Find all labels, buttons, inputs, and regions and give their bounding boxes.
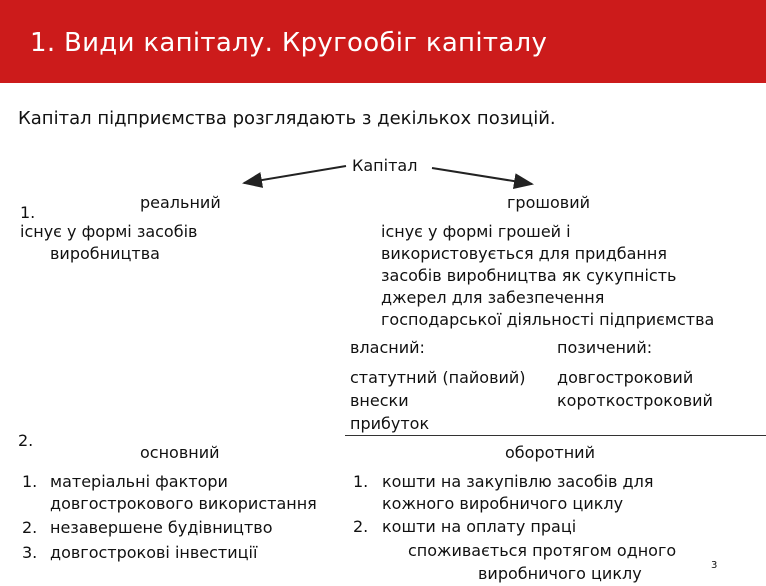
borrowed-item-2: короткостроковий bbox=[557, 391, 713, 410]
money-desc-line4: джерел для забезпечення bbox=[381, 288, 605, 307]
working-note-line1: споживається протягом одного bbox=[408, 541, 677, 560]
fixed-item-3-num: 3. bbox=[22, 543, 38, 562]
borrowed-capital-label: позичений: bbox=[557, 338, 653, 357]
borrowed-item-1: довгостроковий bbox=[557, 368, 694, 387]
intro-text: Капітал підприємства розглядають з декількох позицій. bbox=[18, 108, 556, 129]
page-number: 3 bbox=[711, 560, 718, 571]
fixed-item-2-line1: незавершене будівництво bbox=[50, 518, 273, 537]
money-desc-line1: існує у формі грошей і bbox=[381, 222, 571, 241]
own-item-2: внески bbox=[350, 391, 409, 410]
arrow-to-money bbox=[432, 168, 532, 184]
working-item-2-line1: кошти на оплату праці bbox=[382, 517, 577, 536]
working-note-line2: виробничого циклу bbox=[478, 564, 642, 583]
slide-title: 1. Види капіталу. Кругообіг капіталу bbox=[30, 28, 548, 58]
real-capital-desc-line2: виробництва bbox=[50, 244, 160, 263]
working-item-1-num: 1. bbox=[353, 472, 369, 491]
real-capital-title: реальний bbox=[140, 193, 221, 212]
fixed-item-1-num: 1. bbox=[22, 472, 38, 491]
own-item-3: прибуток bbox=[350, 414, 430, 433]
money-desc-line5: господарської діяльності підприємства bbox=[381, 310, 715, 329]
money-desc-line3: засобів виробництва як сукупність bbox=[381, 266, 677, 285]
section-divider bbox=[345, 435, 766, 436]
own-item-1: статутний (пайовий) bbox=[350, 368, 526, 387]
working-item-1-line1: кошти на закупівлю засобів для bbox=[382, 472, 654, 491]
fixed-item-3-line1: довгострокові інвестиції bbox=[50, 543, 258, 562]
fixed-item-1-line2: довгострокового використання bbox=[50, 494, 317, 513]
root-label: Капітал bbox=[352, 156, 418, 175]
own-capital-label: власний: bbox=[350, 338, 425, 357]
real-capital-desc-line1: існує у формі засобів bbox=[20, 222, 198, 241]
working-item-2-num: 2. bbox=[353, 517, 369, 536]
section2-number: 2. bbox=[18, 431, 34, 450]
arrow-to-real bbox=[244, 166, 346, 183]
working-item-1-line2: кожного виробничого циклу bbox=[382, 494, 624, 513]
fixed-capital-title: основний bbox=[140, 443, 220, 462]
section1-number: 1. bbox=[20, 203, 36, 222]
working-capital-title: оборотний bbox=[505, 443, 595, 462]
fixed-item-2-num: 2. bbox=[22, 518, 38, 537]
money-desc-line2: використовується для придбання bbox=[381, 244, 667, 263]
money-capital-title: грошовий bbox=[507, 193, 591, 212]
fixed-item-1-line1: матеріальні фактори bbox=[50, 472, 228, 491]
